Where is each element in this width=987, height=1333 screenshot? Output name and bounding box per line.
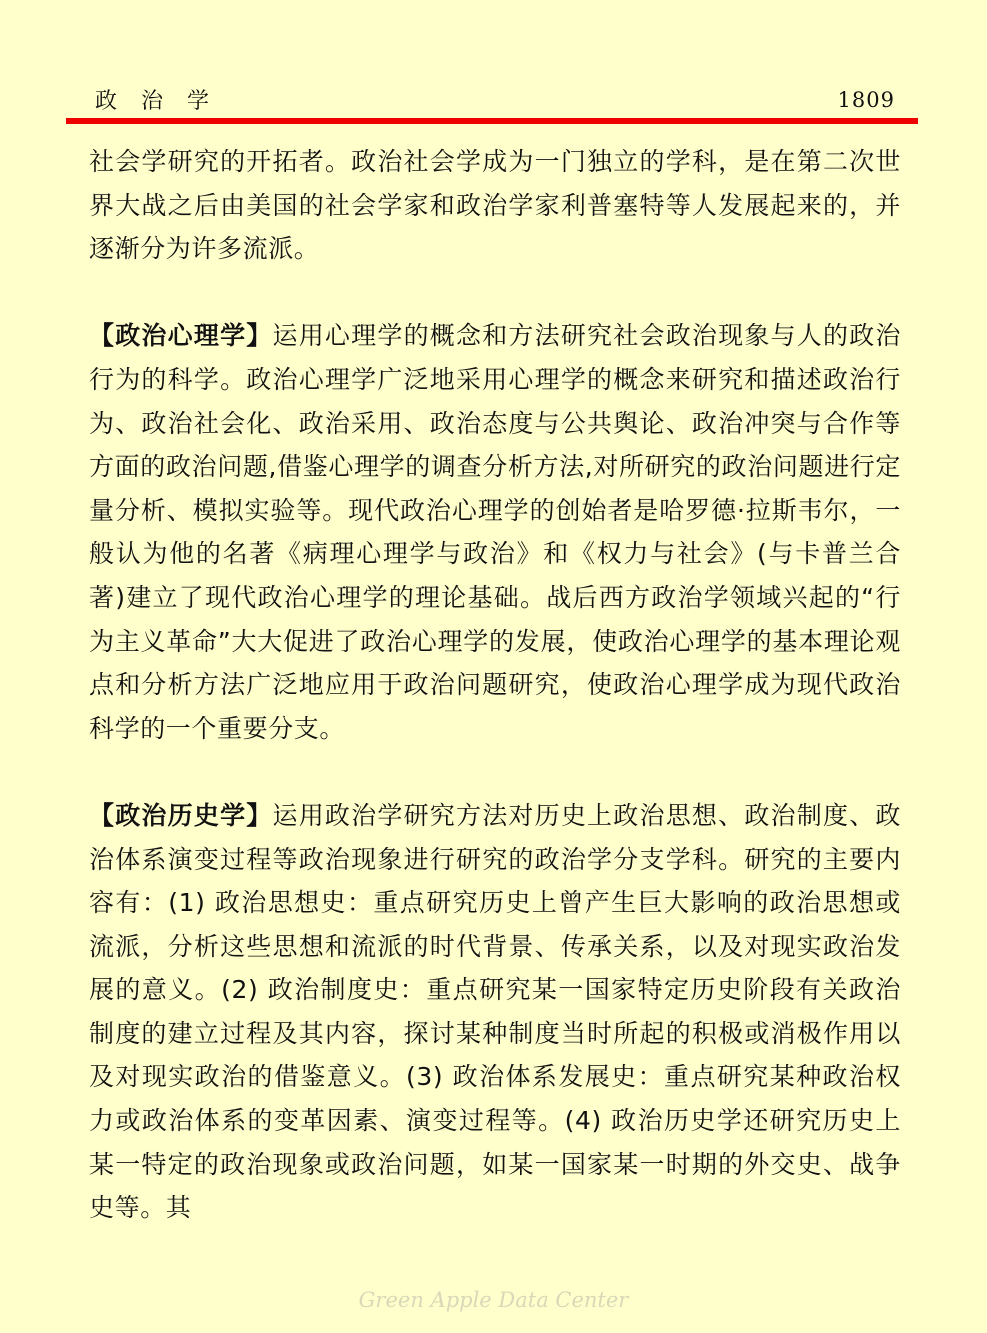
header-rule [66, 118, 918, 124]
page-header [95, 84, 895, 116]
paragraph-text: 社会学研究的开拓者。政治社会学成为一门独立的学科，是在第二次世界大战之后由美国的社会学家和政治学家利普塞特等人发展起来的，并逐渐分为许多流派。 [89, 147, 901, 264]
entry-political-history [89, 794, 901, 1230]
running-title: 政治学 [95, 89, 234, 114]
entry-text: 运用政治学研究方法对历史上政治思想、政治制度、政治体系演变过程等政治现象进行研究的政治学分支学科。研究的主要内容有：(1) 政治思想史：重点研究历史上曾产生巨大影响的政治思想或流派，分析这些思想和流派的时代背景、传承关系，以及对现实政治发展的意义。(2) 政治制度史：重点研究某一国家特定历史阶段有关政治制度的建立过程及其内容，探讨某种制度当时所起的积极或消极作用以及对现实政治的借鉴意义。(3) 政治体系发展史：重点研究某种政治权力或政治体系的变革因素、演变过程等。(4) 政治历史学还研究历史上某一特定的政治现象或政治问题，如某一国家某一时期的外交史、战争史等。其 [89, 800, 902, 1223]
entry-term: 【政治心理学】 [89, 321, 273, 351]
watermark: Green Apple Data Center [358, 1288, 629, 1312]
page-body [89, 140, 901, 1273]
page-number: 1809 [837, 88, 895, 112]
entry-political-psychology [89, 314, 901, 750]
paragraph-continuation [89, 140, 901, 271]
entry-text: 运用心理学的概念和方法研究社会政治现象与人的政治行为的科学。政治心理学广泛地采用心理学的概念来研究和描述政治行为、政治社会化、政治采用、政治态度与公共舆论、政治冲突与合作等方面的政治问题,借鉴心理学的调查分析方法,对所研究的政治问题进行定量分析、模拟实验等。现代政治心理学的创始者是哈罗德·拉斯韦尔，一般认为他的名著《病理心理学与政治》和《权力与社会》(与卡普兰合著)建立了现代政治心理学的理论基础。战后西方政治学领域兴起的“行为主义革命”大大促进了政治心理学的发展，使政治心理学的基本理论观点和分析方法广泛地应用于政治问题研究，使政治心理学成为现代政治科学的一个重要分支。 [89, 321, 902, 743]
entry-term: 【政治历史学】 [89, 800, 273, 830]
